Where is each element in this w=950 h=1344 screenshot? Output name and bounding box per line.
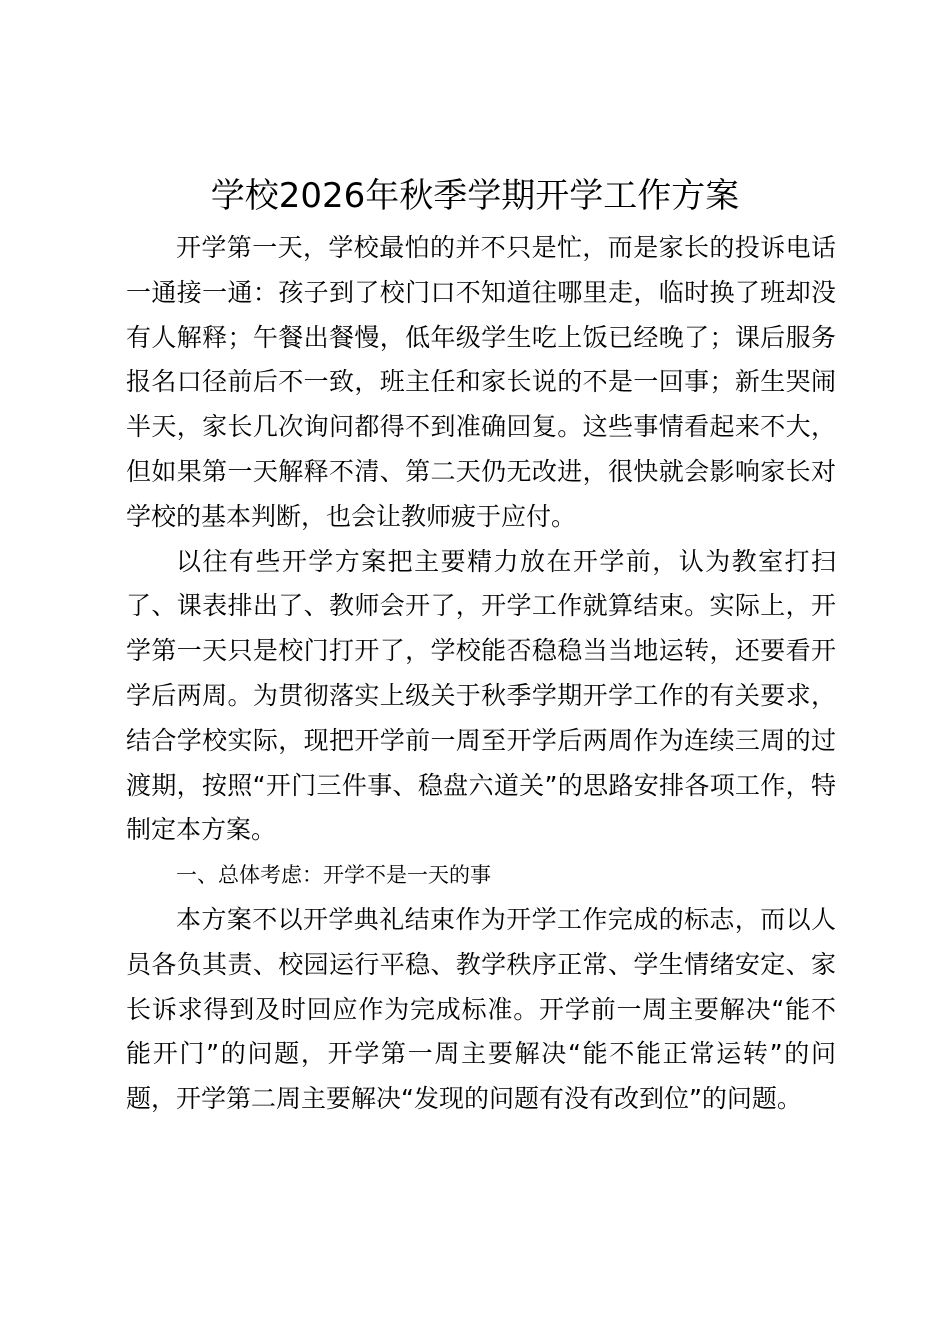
document-body bbox=[126, 226, 836, 1122]
paragraph-section-1: 本方案不以开学典礼结束作为开学工作完成的标志，而以人员各负其责、校园运行平稳、教学秩序正常、学生情绪安定、家长诉求得到及时回应作为完成标准。开学前一周主要解决“能不能开门”的问题，开学第一周主要解决“能不能正常运转”的问题，开学第二周主要解决“发现的问题有没有改到位”的问题。 bbox=[126, 904, 836, 1114]
paragraph-background: 以往有些开学方案把主要精力放在开学前，认为教室打扫了、课表排出了、教师会开了，开学工作就算结束。实际上，开学第一天只是校门打开了，学校能否稳稳当当地运转，还要看开学后两周。为贯彻落实上级关于秋季学期开学工作的有关要求，结合学校实际，现把开学前一周至开学后两周作为连续三周的过渡期，按照“开门三件事、稳盘六道关”的思路安排各项工作，特制定本方案。 bbox=[126, 546, 836, 845]
paragraph-intro: 开学第一天，学校最怕的并不只是忙，而是家长的投诉电话一通接一通：孩子到了校门口不知道往哪里走，临时换了班却没有人解释；午餐出餐慢，低年级学生吃上饭已经晚了；课后服务报名口径前后不一致，班主任和家长说的不是一回事；新生哭闹半天，家长几次询问都得不到准确回复。这些事情看起来不大，但如果第一天解释不清、第二天仍无改进，很快就会影响家长对学校的基本判断，也会让教师疲于应付。 bbox=[126, 233, 836, 531]
document-title: 学校2026年秋季学期开学工作方案 bbox=[210, 176, 740, 216]
section-heading-1: 一、总体考虑：开学不是一天的事 bbox=[176, 863, 491, 888]
